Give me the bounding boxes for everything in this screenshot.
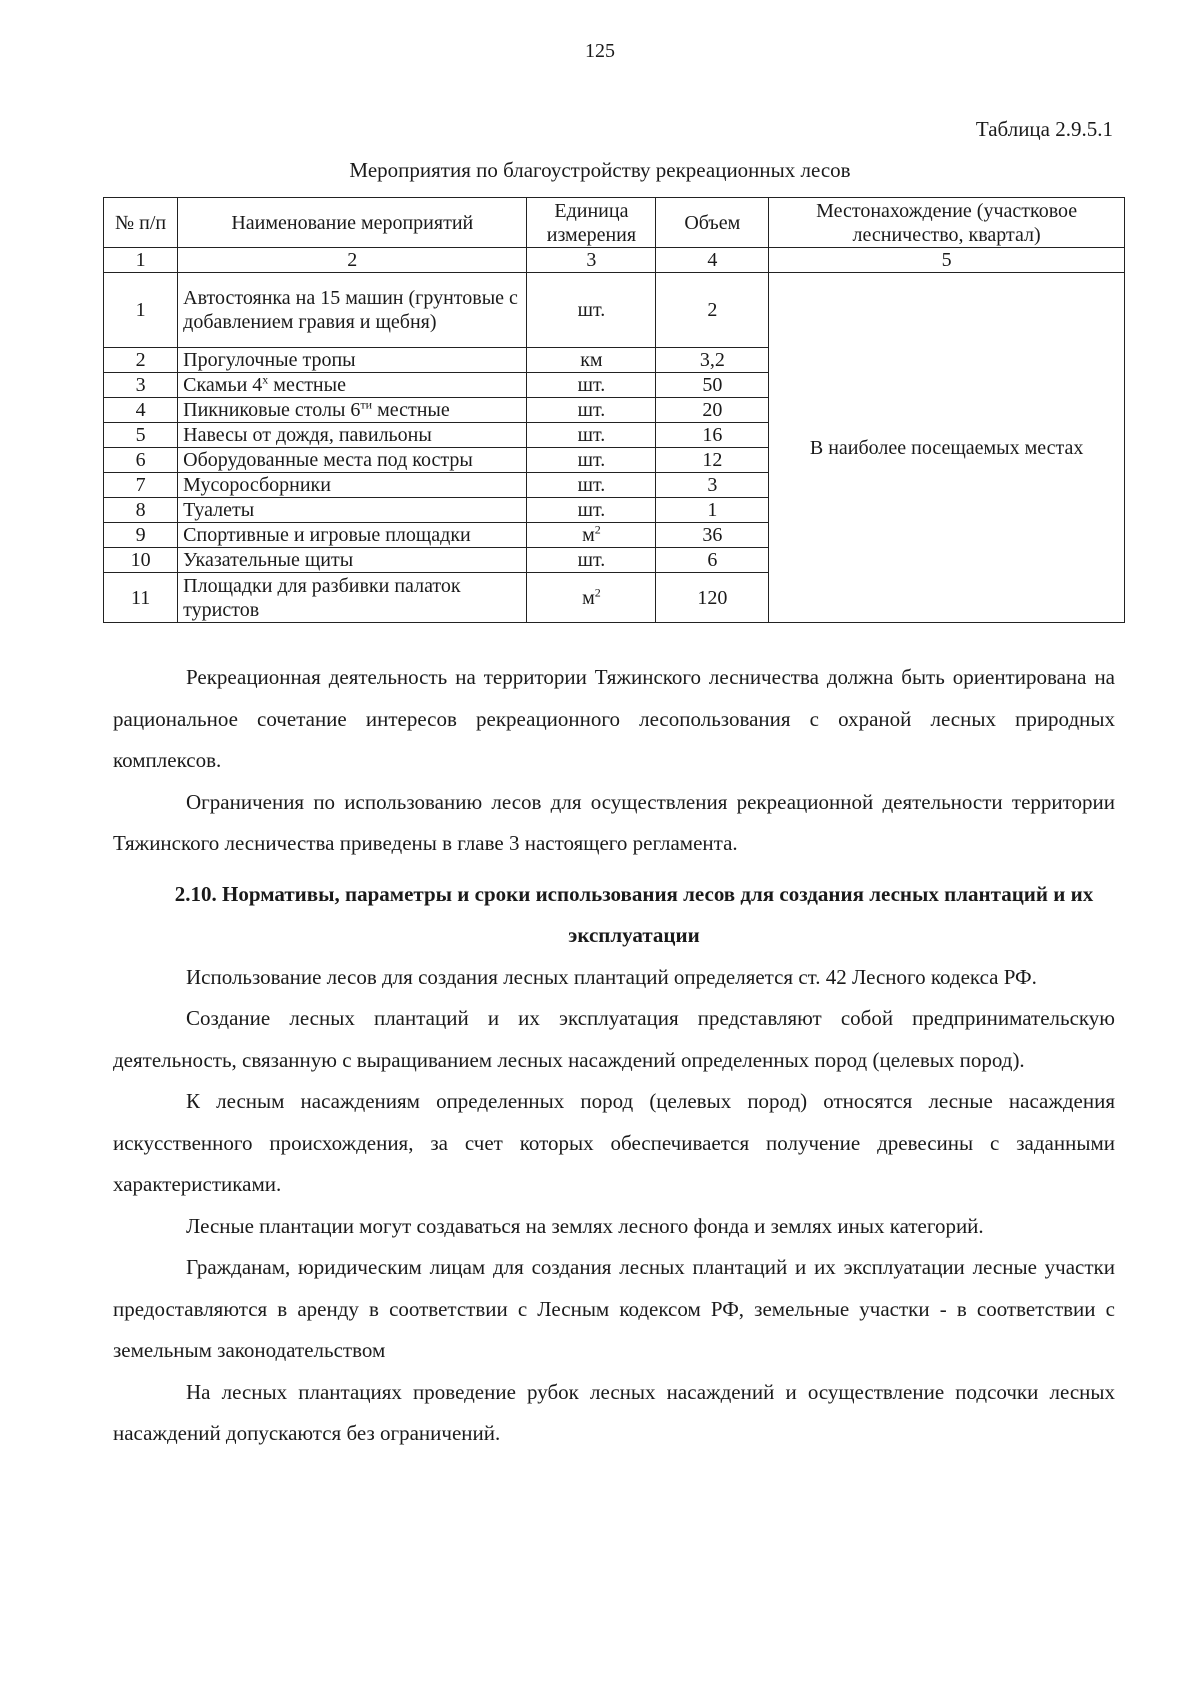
- row-activity-name: Указательные щиты: [178, 548, 527, 573]
- row-number: 10: [104, 548, 178, 573]
- table-title: Мероприятия по благоустройству рекреационных лесов: [349, 158, 851, 182]
- row-activity-name: Навесы от дождя, павильоны: [178, 423, 527, 448]
- row-unit: $м^2$: [527, 523, 656, 548]
- row-activity-name: Прогулочные тропы: [178, 348, 527, 373]
- header-location: Местонахождение (участковое лесничество, квартал): [769, 198, 1125, 248]
- row-unit: шт.: [527, 548, 656, 573]
- row-volume: 120: [656, 573, 769, 623]
- paragraph: Создание лесных плантаций и их эксплуатация представляют собой предпринимательскую деятельность, связанную с выращиванием лесных насаждений определенных пород (целевых пород).: [113, 1006, 1115, 1072]
- row-activity-name: Мусоросборники: [178, 473, 527, 498]
- table-row: [104, 273, 1125, 348]
- paragraph: Использование лесов для создания лесных плантаций определяется ст. 42 Лесного кодекса РФ.: [186, 964, 1037, 989]
- row-unit: $м^2$: [527, 573, 656, 623]
- row-volume: 6: [656, 548, 769, 573]
- row-volume: 50: [656, 373, 769, 398]
- row-volume: 2: [656, 273, 769, 348]
- row-unit: км: [527, 348, 656, 373]
- page-number: 125: [585, 40, 615, 62]
- table-reference: Таблица 2.9.5.1: [975, 117, 1113, 141]
- location-cell: В наиболее посещаемых местах: [769, 273, 1125, 623]
- row-number: 9: [104, 523, 178, 548]
- row-activity-name: Туалеты: [178, 498, 527, 523]
- row-number: 3: [104, 373, 178, 398]
- row-activity-name: Оборудованные места под костры: [178, 448, 527, 473]
- row-number: 6: [104, 448, 178, 473]
- col-number: 1: [104, 248, 178, 273]
- header-name: Наименование мероприятий: [178, 198, 527, 248]
- recreation-measures-table: [103, 197, 1125, 623]
- col-number: 2: [178, 248, 527, 273]
- column-number-row: [104, 248, 1125, 273]
- row-volume: 20: [656, 398, 769, 423]
- row-volume: 1: [656, 498, 769, 523]
- header-num: № п/п: [104, 198, 178, 248]
- row-number: 4: [104, 398, 178, 423]
- section-heading: 2.10. Нормативы, параметры и сроки использования лесов для создания лесных плантаций и их эксплуатации: [174, 881, 1094, 947]
- row-number: 8: [104, 498, 178, 523]
- header-unit: Единица измерения: [527, 198, 656, 248]
- row-activity-name: Пикниковые столы $6^{ти}$ местные: [178, 398, 527, 423]
- paragraph: Рекреационная деятельность на территории Тяжинского лесничества должна быть ориентирована на рациональное сочетание интересов рекреационного лесопользования с охраной лесных природных комплексов.: [113, 665, 1115, 772]
- row-unit: шт.: [527, 473, 656, 498]
- row-activity-name: Автостоянка на 15 машин (грунтовые с добавлением гравия и щебня): [178, 273, 527, 348]
- row-number: 11: [104, 573, 178, 623]
- row-activity-name: Скамьи $4^х$ местные: [178, 373, 527, 398]
- row-activity-name: Спортивные и игровые площадки: [178, 523, 527, 548]
- header-volume: Объем: [656, 198, 769, 248]
- paragraph: Лесные плантации могут создаваться на землях лесного фонда и землях иных категорий.: [186, 1213, 984, 1238]
- col-number: 5: [769, 248, 1125, 273]
- row-unit: шт.: [527, 273, 656, 348]
- paragraph: Ограничения по использованию лесов для осуществления рекреационной деятельности территории Тяжинского лесничества приведены в главе 3 настоящего регламента.: [113, 789, 1115, 855]
- paragraph: К лесным насаждениям определенных пород (целевых пород) относятся лесные насаждения искусственного происхождения, за счет которых обеспечивается получение древесины с заданными характеристиками.: [113, 1089, 1115, 1196]
- row-volume: 16: [656, 423, 769, 448]
- row-number: 7: [104, 473, 178, 498]
- row-unit: шт.: [527, 423, 656, 448]
- row-number: 2: [104, 348, 178, 373]
- table-header-row: [104, 198, 1125, 248]
- row-volume: 3,2: [656, 348, 769, 373]
- paragraph: Гражданам, юридическим лицам для создания лесных плантаций и их эксплуатации лесные участки предоставляются в аренду в соответствии с Лесным кодексом РФ, земельные участки - в соответствии с земельным законодательством: [113, 1255, 1115, 1362]
- document-body: [113, 657, 1115, 1455]
- paragraph: На лесных плантациях проведение рубок лесных насаждений и осуществление подсочки лесных насаждений допускаются без ограничений.: [113, 1379, 1115, 1445]
- row-volume: 12: [656, 448, 769, 473]
- row-unit: шт.: [527, 398, 656, 423]
- row-volume: 36: [656, 523, 769, 548]
- table-body: [104, 273, 1125, 623]
- col-number: 4: [656, 248, 769, 273]
- row-number: 1: [104, 273, 178, 348]
- row-number: 5: [104, 423, 178, 448]
- row-unit: шт.: [527, 448, 656, 473]
- col-number: 3: [527, 248, 656, 273]
- row-unit: шт.: [527, 498, 656, 523]
- row-activity-name: Площадки для разбивки палаток туристов: [178, 573, 527, 623]
- row-unit: шт.: [527, 373, 656, 398]
- row-volume: 3: [656, 473, 769, 498]
